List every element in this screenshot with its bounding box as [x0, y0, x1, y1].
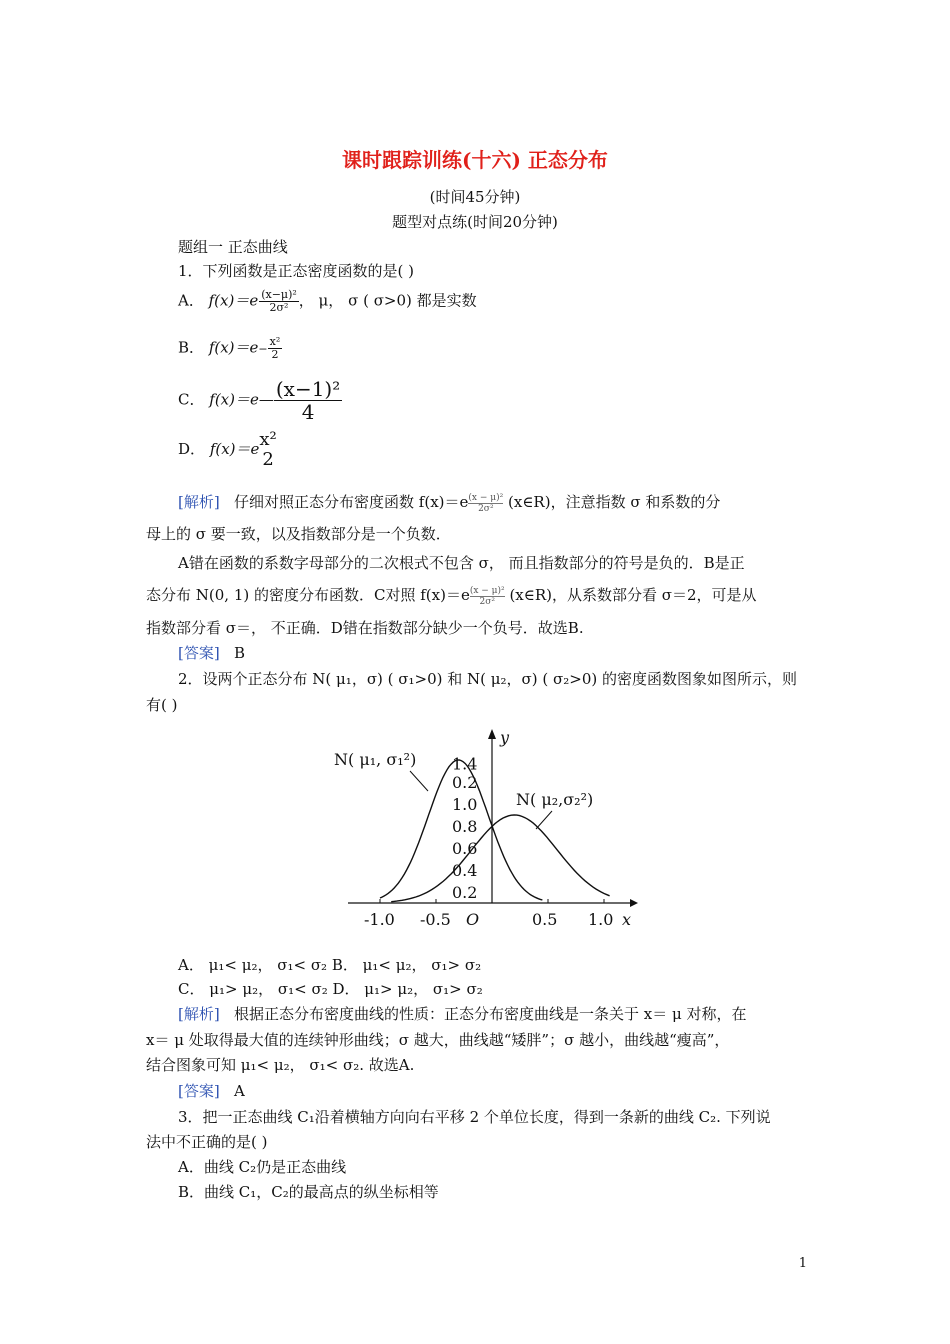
formula-fx: f(x)＝e: [209, 390, 259, 409]
q3-stem-line-1: 3．把一正态曲线 C₁沿着横轴方向向右平移 2 个单位长度，得到一条新的曲线 C₂. 下列说: [178, 1108, 771, 1126]
q1-analysis-line-4: [146, 584, 757, 607]
exponent-fraction: [259, 289, 299, 314]
exponent-numerator: (x−1)²: [275, 377, 341, 401]
option-label: C．: [178, 390, 205, 409]
origin-label: O: [466, 910, 480, 929]
exponent-denominator: 2σ²: [478, 503, 494, 514]
exponent-numerator: (x − μ)²: [469, 585, 505, 596]
q1-analysis-line-2: 母上的 σ 要一致，以及指数部分是一个负数．: [146, 525, 451, 543]
q2-analysis-line-3: 结合图象可知 μ₁< μ₂， σ₁< σ₂. 故选A.: [146, 1056, 415, 1074]
formula-fx: f(x)＝e: [209, 440, 260, 458]
exponent-fraction: [468, 493, 503, 514]
y-axis-arrow: [488, 729, 496, 739]
answer-value: A: [234, 1082, 245, 1100]
exponent-denominator: 2: [271, 348, 279, 361]
exponent-fraction: [274, 378, 342, 423]
analysis-text: (x∈R)，从系数部分看 σ＝2，可是从: [509, 586, 757, 604]
q3-stem-line-2: 法中不正确的是( ): [146, 1133, 268, 1151]
series-label-2: N( μ₂,σ₂²): [516, 790, 594, 809]
q3-option-a: A．曲线 C₂仍是正态曲线: [178, 1158, 347, 1176]
q1-analysis-line-5: 指数部分看 σ＝， 不正确．D错在指数部分缺少一个负号．故选B.: [146, 619, 584, 637]
page-number: 1: [798, 1256, 807, 1271]
q1-answer: [178, 642, 245, 663]
q2-stem-line-2: 有( ): [146, 696, 178, 714]
x-tick-label: 1.0: [588, 910, 614, 929]
exponent-numerator: x²: [269, 335, 281, 348]
series-pointer-2: [536, 811, 552, 829]
q1-option-a: [178, 289, 477, 314]
y-tick-label: 0.4: [452, 861, 478, 880]
x-tick-label: -0.5: [420, 910, 451, 929]
exponent-fraction: [470, 586, 505, 607]
analysis-tag: [解析]: [178, 1005, 220, 1023]
y-tick-label: 0.2: [452, 773, 478, 792]
q3-option-b: B．曲线 C₁，C₂的最高点的纵坐标相等: [178, 1183, 439, 1201]
option-label: A．: [178, 291, 204, 310]
q2-analysis-line-1: [178, 1003, 747, 1024]
y-axis-label: y: [500, 728, 510, 747]
q2-options-cd: C． μ₁> μ₂， σ₁< σ₂ D． μ₁> μ₂， σ₁> σ₂: [178, 980, 483, 998]
option-a-tail: ， μ， σ ( σ>0) 都是实数: [298, 291, 477, 310]
exponent-numerator: (x − μ)²: [468, 492, 504, 503]
y-tick-label: 0.8: [452, 817, 478, 836]
analysis-text: 仔细对照正态分布密度函数 f(x)＝e: [234, 493, 469, 511]
y-tick-label: 0.6: [452, 839, 478, 858]
q1-analysis-line-3: A错在函数的系数字母部分的二次根式不包含 σ， 而且指数部分的符号是负的．B是正: [178, 554, 745, 572]
exponent-denominator: 2: [262, 449, 274, 470]
y-tick-label: 1.4: [452, 754, 478, 774]
q1-analysis-line-1: [178, 491, 720, 514]
q1-option-d: [178, 430, 277, 470]
q1-option-c: [178, 378, 342, 423]
page-title: 课时跟踪训练(十六) 正态分布: [342, 148, 608, 172]
exponent-sign: —: [258, 390, 274, 409]
density-chart: [330, 725, 650, 935]
formula-fx: f(x)＝e: [208, 291, 259, 310]
time-total: (时间45分钟): [429, 188, 521, 206]
q1-stem: 1．下列函数是正态密度函数的是( ): [178, 262, 415, 280]
exponent-denominator: 2σ²: [269, 301, 289, 314]
exponent-denominator: 4: [301, 400, 315, 424]
exponent-numerator: x²: [259, 429, 277, 450]
option-label: B．: [178, 338, 205, 357]
q2-options-ab: A． μ₁< μ₂， σ₁< σ₂ B． μ₁< μ₂， σ₁> σ₂: [178, 956, 482, 974]
analysis-text: 态分布 N(0, 1) 的密度分布函数．C对照 f(x)＝e: [146, 586, 470, 604]
x-axis-arrow: [630, 899, 638, 907]
q1-option-b: [178, 336, 282, 361]
section-title: 题型对点练(时间20分钟): [392, 213, 558, 231]
analysis-tag: [解析]: [178, 493, 220, 511]
series-pointer-1: [410, 771, 428, 791]
answer-value: B: [234, 644, 246, 662]
answer-tag: [答案]: [178, 644, 220, 662]
analysis-text: 根据正态分布密度曲线的性质：正态分布密度曲线是一条关于 x＝ μ 对称，在: [234, 1005, 747, 1023]
option-label: D．: [178, 440, 206, 458]
y-tick-label: 0.2: [452, 883, 478, 902]
q2-analysis-line-2: x＝ μ 处取得最大值的连续钟形曲线；σ 越大，曲线越“矮胖”；σ 越小，曲线越“瘦高”，: [146, 1031, 730, 1049]
exponent-fraction: [259, 430, 276, 470]
series-label-1: N( μ₁, σ₁²): [334, 750, 417, 769]
exponent-sign: −: [258, 342, 268, 356]
analysis-text: (x∈R)，注意指数 σ 和系数的分: [508, 493, 721, 511]
exponent-denominator: 2σ²: [479, 596, 495, 607]
q2-stem-line-1: 2．设两个正态分布 N( μ₁，σ) ( σ₁>0) 和 N( μ₂，σ) ( σ₂>0) 的密度函数图象如图所示，则: [178, 670, 798, 688]
formula-fx: f(x)＝e: [208, 338, 259, 357]
y-tick-label: 1.0: [452, 795, 478, 814]
q2-answer: [178, 1080, 245, 1101]
exponent-fraction: [268, 336, 283, 361]
x-axis-label: x: [622, 910, 632, 929]
x-tick-label: -1.0: [364, 910, 395, 929]
x-tick-label: 0.5: [532, 910, 558, 929]
group-title: 题组一 正态曲线: [178, 238, 288, 256]
exponent-numerator: (x−μ)²: [261, 288, 297, 301]
answer-tag: [答案]: [178, 1082, 220, 1100]
